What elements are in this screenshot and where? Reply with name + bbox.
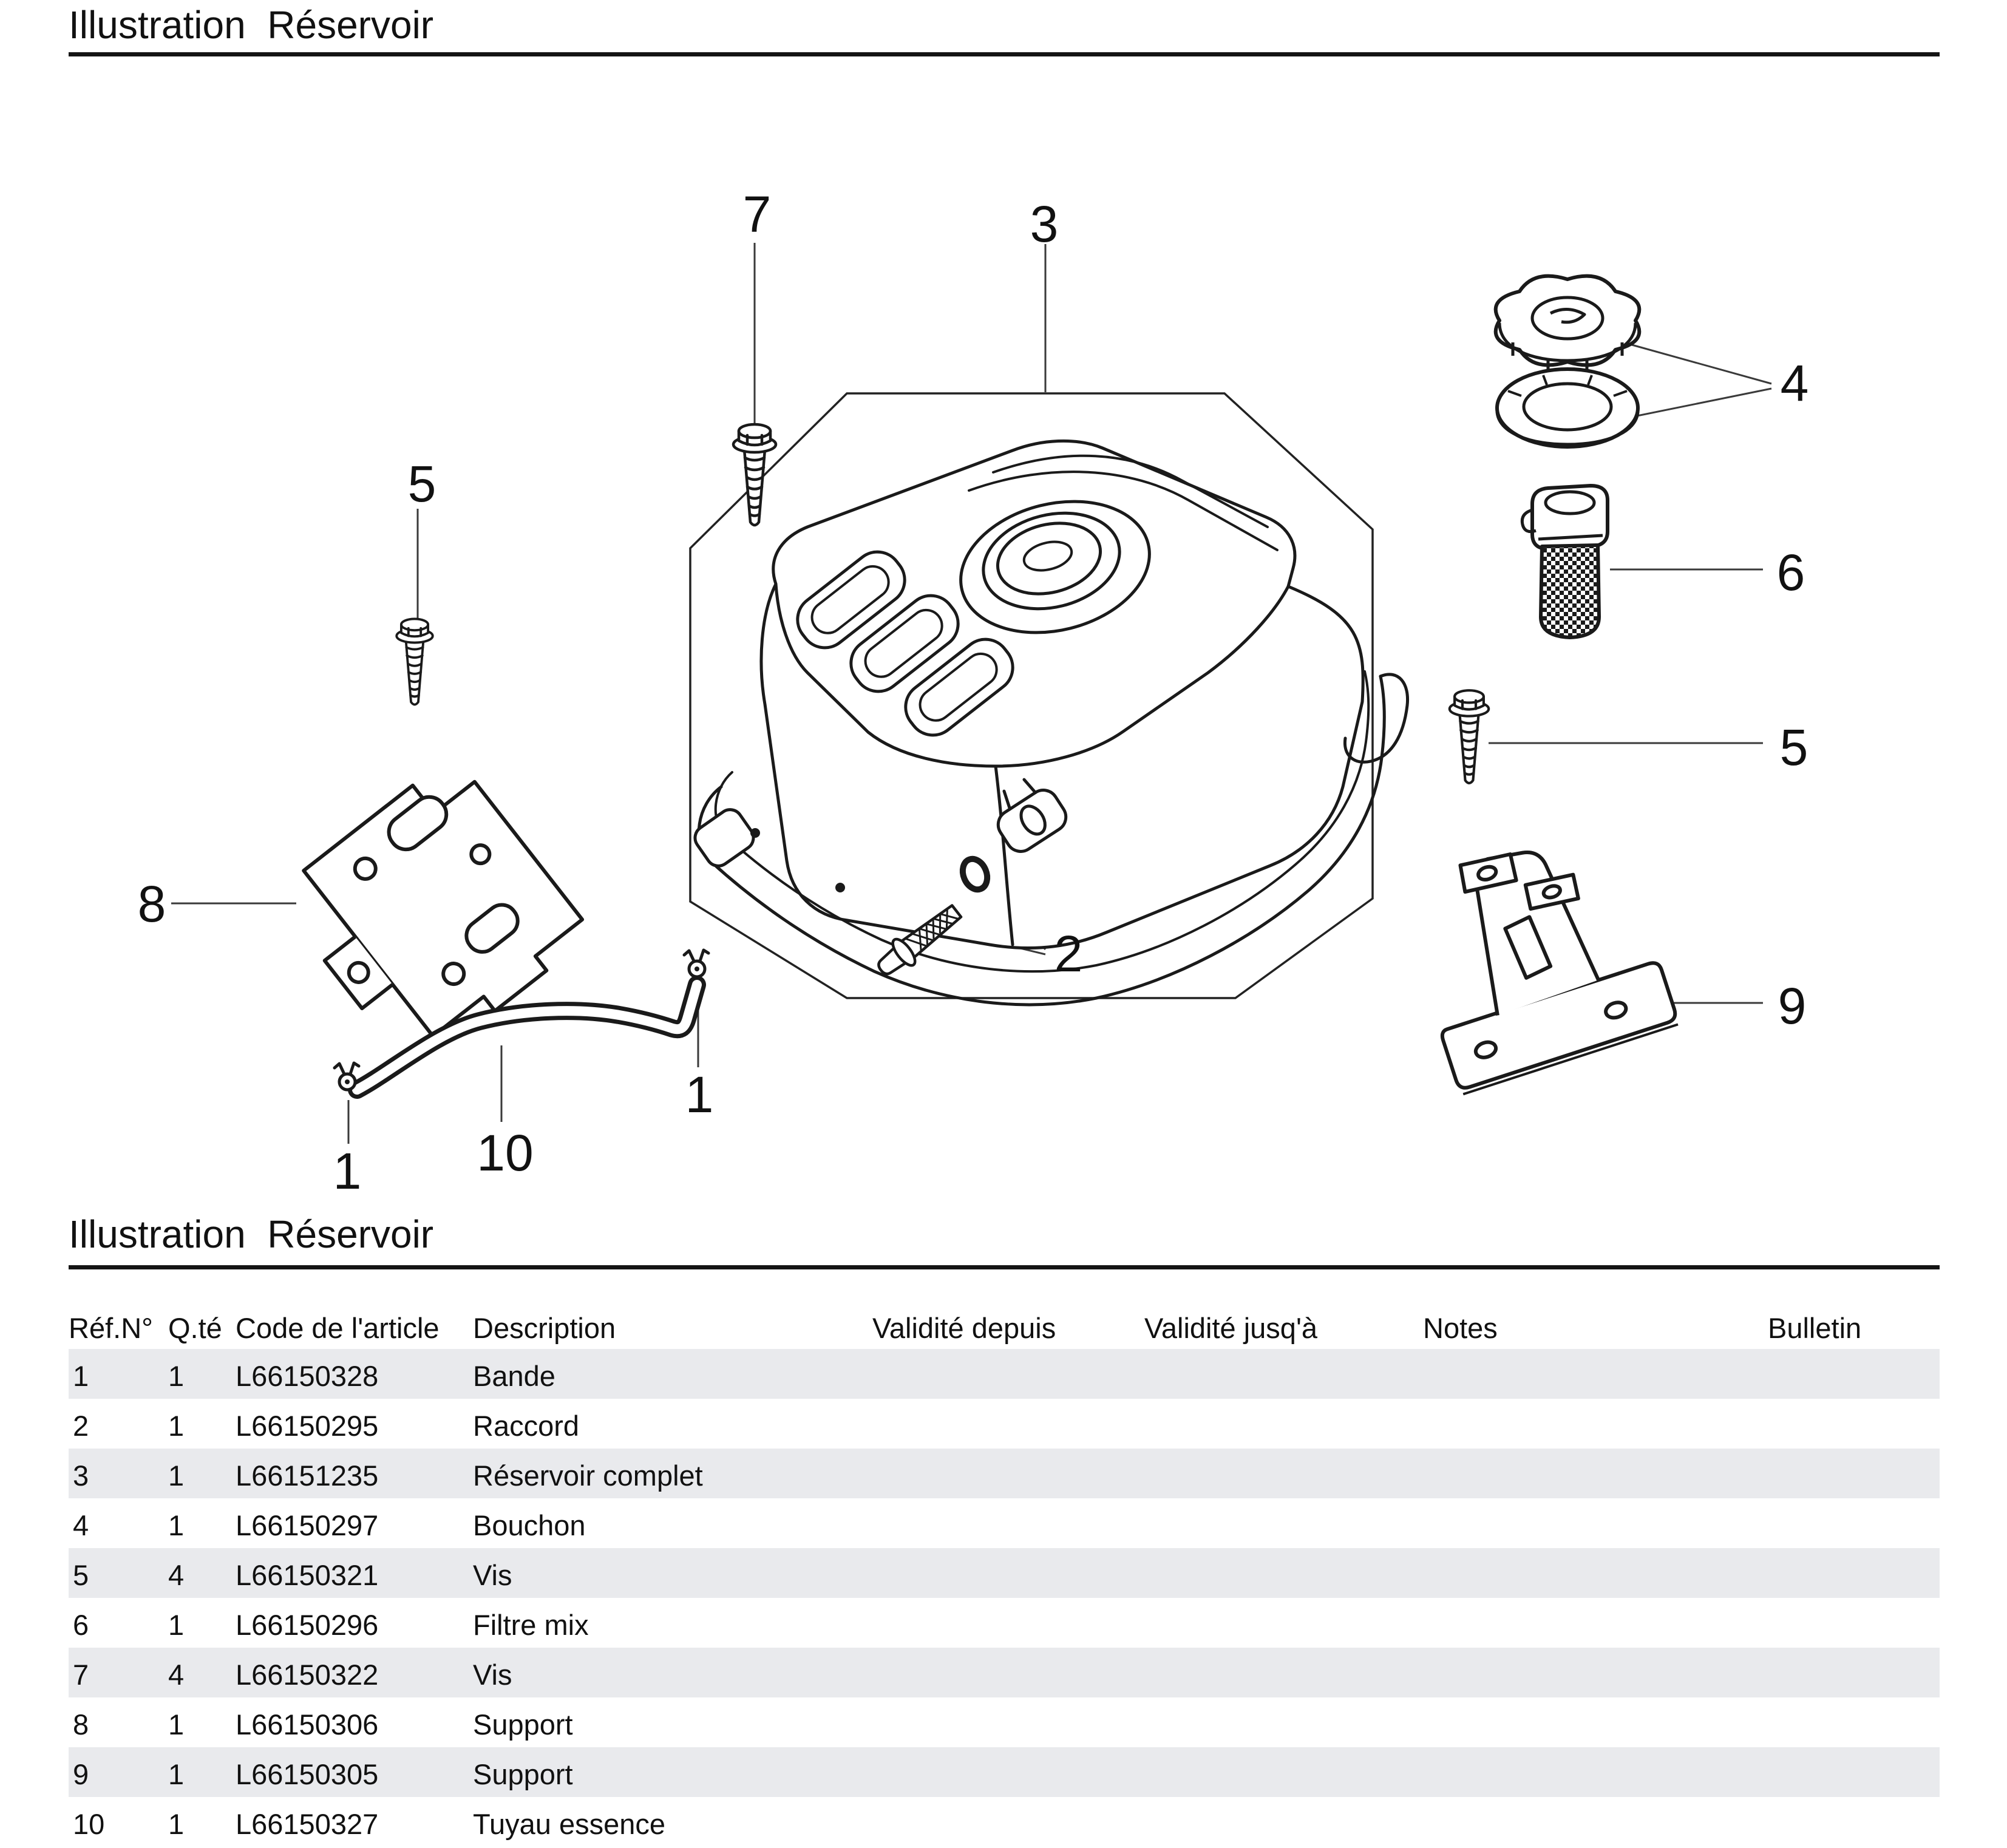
callout-3: 3 [1030, 195, 1059, 253]
callout-9: 9 [1778, 977, 1807, 1034]
callout-6: 6 [1776, 544, 1805, 601]
col-header-valid-to: Validité jusq'à [1144, 1312, 1318, 1344]
cell-ref: 6 [73, 1609, 89, 1641]
clamp-left-drawing [334, 1063, 359, 1090]
page-title: Illustration Réservoir [69, 3, 434, 47]
filter-drawing [1522, 486, 1608, 637]
col-header-qty: Q.té [168, 1312, 222, 1344]
cell-code: L66150306 [236, 1708, 379, 1741]
table-row [69, 1498, 1940, 1548]
cell-desc: Support [473, 1758, 573, 1790]
cell-ref: 8 [73, 1708, 89, 1741]
cell-ref: 10 [73, 1808, 105, 1840]
col-header-desc: Description [473, 1312, 616, 1344]
col-header-notes: Notes [1423, 1312, 1498, 1344]
callout-2: 2 [1054, 925, 1083, 982]
screw-5-right-drawing [1450, 690, 1489, 783]
cell-code: L66150305 [236, 1758, 379, 1790]
cell-ref: 3 [73, 1459, 89, 1492]
cell-qty: 1 [168, 1410, 185, 1442]
cell-code: L66150296 [236, 1609, 379, 1641]
table-row [69, 1797, 1940, 1847]
screw-5-left-drawing [396, 619, 433, 704]
cell-qty: 4 [168, 1559, 185, 1591]
cell-qty: 1 [168, 1609, 185, 1641]
cell-desc: Bande [473, 1360, 555, 1392]
cell-code: L66150327 [236, 1808, 379, 1840]
cell-code: L66151235 [236, 1459, 379, 1492]
bracket-9-drawing [1393, 816, 1679, 1095]
cell-ref: 1 [73, 1360, 89, 1392]
cell-code: L66150295 [236, 1410, 379, 1442]
cell-ref: 9 [73, 1758, 89, 1790]
col-header-bulletin: Bulletin [1768, 1312, 1862, 1344]
cell-qty: 4 [168, 1659, 185, 1691]
cell-ref: 5 [73, 1559, 89, 1591]
callout-4: 4 [1780, 355, 1809, 412]
table-row [69, 1648, 1940, 1697]
fuel-tank-drawing [690, 441, 1407, 1005]
cell-code: L66150321 [236, 1559, 379, 1591]
callout-1-right: 1 [685, 1066, 714, 1123]
cell-desc: Réservoir complet [473, 1459, 703, 1492]
col-header-ref: Réf.N° [69, 1312, 153, 1344]
table-row [69, 1349, 1940, 1399]
cell-qty: 1 [168, 1808, 185, 1840]
callout-10: 10 [477, 1124, 534, 1181]
cell-ref: 7 [73, 1659, 89, 1691]
table-row [69, 1747, 1940, 1797]
bracket-8-drawing [273, 754, 594, 1075]
cap-drawing [1496, 276, 1640, 447]
callout-7: 7 [742, 186, 772, 243]
screw-7-drawing [733, 424, 776, 525]
cell-desc: Raccord [473, 1410, 580, 1442]
callout-1-left: 1 [333, 1143, 362, 1200]
table-row [69, 1697, 1940, 1747]
cell-code: L66150297 [236, 1509, 379, 1541]
cell-desc: Bouchon [473, 1509, 586, 1541]
table-row [69, 1399, 1940, 1449]
cell-desc: Tuyau essence [473, 1808, 665, 1840]
table-row [69, 1548, 1940, 1598]
cell-ref: 2 [73, 1410, 89, 1442]
cell-qty: 1 [168, 1708, 185, 1741]
cell-desc: Vis [473, 1659, 512, 1691]
cell-desc: Vis [473, 1559, 512, 1591]
callout-8: 8 [137, 875, 166, 932]
cell-code: L66150328 [236, 1360, 379, 1392]
cell-qty: 1 [168, 1459, 185, 1492]
cell-ref: 4 [73, 1509, 89, 1541]
cell-desc: Support [473, 1708, 573, 1741]
cell-qty: 1 [168, 1509, 185, 1541]
table-title: Illustration Réservoir [69, 1212, 434, 1256]
title-rule-table [69, 1265, 1940, 1269]
cell-desc: Filtre mix [473, 1609, 589, 1641]
table-row [69, 1598, 1940, 1648]
cell-qty: 1 [168, 1758, 185, 1790]
col-header-code: Code de l'article [236, 1312, 440, 1344]
table-row [69, 1449, 1940, 1498]
cell-code: L66150322 [236, 1659, 379, 1691]
clamp-right-drawing [684, 950, 708, 977]
cell-qty: 1 [168, 1360, 185, 1392]
col-header-valid-from: Validité depuis [872, 1312, 1056, 1344]
callout-5-left: 5 [407, 455, 436, 512]
callout-5-right: 5 [1779, 719, 1808, 776]
